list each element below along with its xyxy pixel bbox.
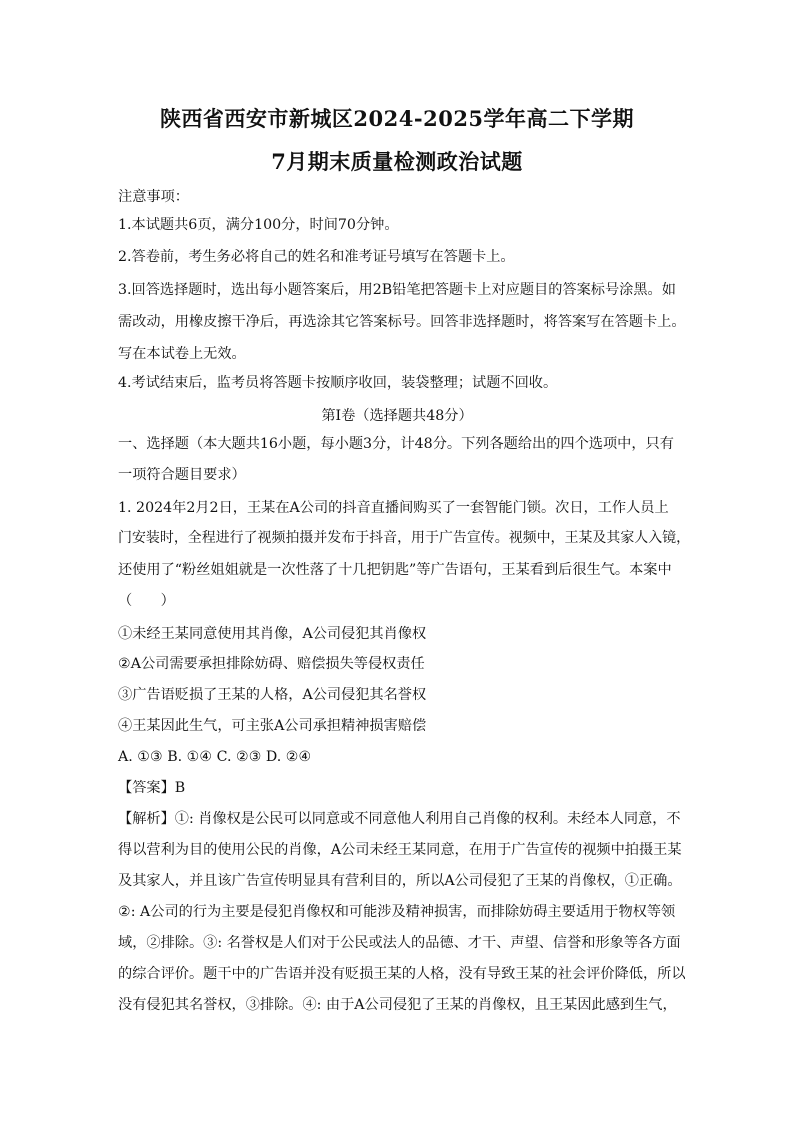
notice-item-1: 1.本试题共6页，满分100分，时间70分钟。 [118, 217, 399, 233]
notice-item-3-line-1: 3.回答选择题时，选出每小题答案后，用2B铅笔把答题卡上对应题目的答案标号涂黑。如 [118, 282, 676, 298]
document-title-line-2: 7月期末质量检测政治试题 [271, 149, 523, 174]
question-1-analysis-line-3: 及其家人，并且该广告宣传明显具有营利目的，所以A公司侵犯了王某的肖像权，①正确。 [118, 873, 682, 889]
question-1-stem-line-3: 还使用了“粉丝姐姐就是一次性落了十几把钥匙”等广告语句，王某看到后很生气。本案中 [118, 562, 672, 578]
question-1-stem-line-4: （ ） [118, 593, 175, 609]
section-title: 第Ⅰ卷（选择题共48分） [321, 408, 473, 424]
question-1-analysis-line-2: 得以营利为目的使用公民的肖像，A公司未经王某同意，在用于广告宣传的视频中拍摄王某 [118, 842, 682, 858]
section-instruction-line-2: 一项符合题目要求） [118, 467, 246, 483]
question-1-analysis-line-5: 域，②排除。③: 名誉权是人们对于公民或法人的品德、才干、声望、信誉和形象等各方面 [118, 935, 681, 951]
notice-item-4: 4.考试结束后，监考员将答题卡按顺序收回，装袋整理；试题不回收。 [118, 375, 558, 391]
question-1-analysis-line-7: 没有侵犯其名誉权，③排除。④: 由于A公司侵犯了王某的肖像权，且王某因此感到生气， [118, 997, 677, 1013]
notice-item-3-line-3: 写在本试卷上无效。 [118, 346, 246, 362]
question-1-option-3: ③广告语贬损了王某的人格，A公司侵犯其名誉权 [118, 687, 427, 703]
question-1-answer: 【答案】B [118, 780, 186, 796]
section-instruction-line-1: 一、选择题（本大题共16小题，每小题3分，计48分。下列各题给出的四个选项中，只有 [118, 436, 674, 452]
question-1-option-1: ①未经王某同意使用其肖像，A公司侵犯其肖像权 [118, 626, 427, 642]
notice-item-3-line-2: 需改动，用橡皮擦干净后，再选涂其它答案标号。回答非选择题时，将答案写在答题卡上。 [118, 314, 686, 330]
question-1-option-4: ④王某因此生气，可主张A公司承担精神损害赔偿 [118, 718, 427, 734]
document-title-line-1: 陕西省西安市新城区2024-2025学年高二下学期 [159, 106, 635, 131]
notice-item-2: 2.答卷前，考生务必将自己的姓名和准考证号填写在答题卡上。 [118, 249, 515, 265]
question-1-stem-line-2: 门安装时，全程进行了视频拍摄并发布于抖音，用于广告宣传。视频中，王某及其家人入镜， [118, 530, 691, 546]
question-1-analysis-line-4: ②: A公司的行为主要是侵犯肖像权和可能涉及精神损害，而排除妨碍主要适用于物权等领 [118, 904, 676, 920]
question-1-option-2: ②A公司需要承担排除妨碍、赔偿损失等侵权责任 [118, 656, 425, 672]
question-1-choices: A. ①③ B. ①④ C. ②③ D. ②④ [118, 749, 312, 765]
question-1-analysis-line-1: 【解析】①: 肖像权是公民可以同意或不同意他人利用自己肖像的权利。未经本人同意，不 [118, 811, 681, 827]
notice-heading: 注意事项： [118, 189, 189, 205]
question-1-analysis-line-6: 的综合评价。题干中的广告语并没有贬损王某的人格，没有导致王某的社会评价降低，所以 [118, 966, 686, 982]
question-1-stem-line-1: 1. 2024年2月2日，王某在A公司的抖音直播间购买了一套智能门锁。次日，工作人员上 [118, 500, 669, 516]
